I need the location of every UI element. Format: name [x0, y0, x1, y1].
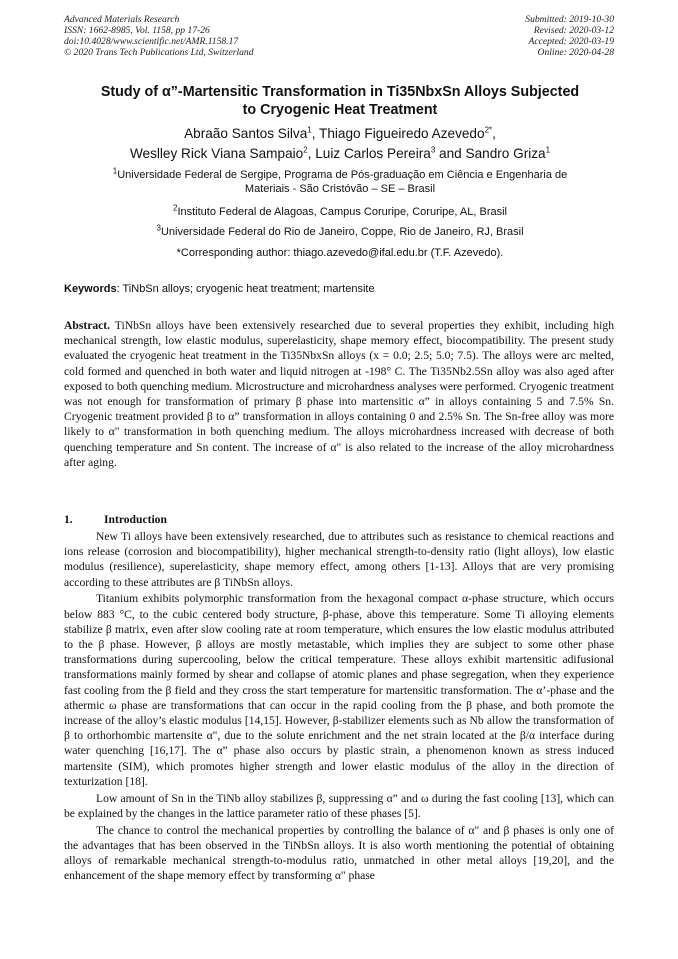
author-affiliation-mark: 3	[430, 144, 436, 154]
revised-date: Revised: 2020-03-12	[533, 25, 614, 36]
keywords-text: : TiNbSn alloys; cryogenic heat treatment; martensite	[116, 283, 375, 295]
affiliation-2	[60, 205, 620, 219]
doi: doi:10.4028/www.scientific.net/AMR.1158.17	[64, 36, 239, 47]
body-text	[64, 529, 614, 885]
section-heading	[64, 512, 167, 527]
affiliation-number: 3	[156, 223, 161, 233]
online-date: Online: 2020-04-28	[537, 47, 614, 58]
paragraph: New Ti alloys have been extensively researched, due to attributes such as resistance to chemical reactions and ions release (corrosion and biocompatibility), higher mechanical strength-to-density ratio (light alloys), low elastic modulus (resilience), superelasticity, shape memory effect, among others [1-13]. Alloys that are very promising according to these attributes are β TiNbSn alloys.	[64, 530, 614, 589]
author-separator: ,	[492, 126, 496, 141]
author-affiliation-mark: 1	[307, 125, 312, 135]
author-name: Sandro Griza	[465, 145, 546, 161]
affiliation-text: Universidade Federal de Sergipe, Programa de Pós-graduação em Ciência e Engenharia de	[117, 169, 568, 181]
title-line-1: Study of α”-Martensitic Transformation in Ti35NbxSn Alloys Subjected	[100, 84, 580, 100]
paragraph: Low amount of Sn in the TiNb alloy stabilizes β, suppressing α” and ω during the fast cooling [13], which can be explained by the changes in the lattice parameter ratio of these phases [5].	[64, 791, 614, 820]
abstract-label: Abstract.	[64, 319, 111, 332]
affiliation-text: Universidade Federal do Rio de Janeiro, Coppe, Rio de Janeiro, RJ, Brasil	[160, 226, 524, 238]
author-list	[60, 124, 620, 163]
affiliation-1	[60, 168, 620, 196]
section-number: 1.	[64, 513, 73, 526]
dates-header	[525, 14, 614, 58]
corresponding-author-text: *Corresponding author: thiago.azevedo@ifal.edu.br (T.F. Azevedo).	[176, 247, 504, 259]
affiliation-3	[60, 225, 620, 239]
abstract-text: TiNbSn alloys have been extensively researched due to several properties they exhibit, including high mechanical strength, low elastic modulus, superelasticity, shape memory effect, biocompatibility. The present study evaluated the cryogenic heat treatment in the Ti35NbxSn alloys (x = 0.0; 2.5; 5.0; 7.5). The alloys were arc melted, cold formed and quenched in both water and liquid nitrogen at -198° C. The Ti35Nb2.5Sn alloy was also aged after exposed to both quenching medium. Microstructure and microhardness analyses were performed. Cryogenic treatment was not enough for transformation of primary β phase into martensitic α” in alloys containing 5 and 7.5% Sn. Cryogenic treatment provided β to α” transformation in alloys containing 0 and 2.5% Sn. The Sn-free alloy was more likely to α" transformation in both quenching medium. The alloys microhardness increased with decrease of both quenching temperature and Sn content. The increase of α" is also related to the increase of the alloy microhardness after aging.	[64, 319, 614, 469]
affiliation-text: Materiais - São Cristóvão – SE – Brasil	[244, 183, 436, 195]
author-affiliation-mark: 1	[545, 144, 551, 154]
affiliation-number: 2	[172, 203, 178, 213]
affiliation-number: 1	[112, 166, 118, 176]
journal-header	[64, 14, 254, 58]
author-separator: ,	[311, 126, 320, 141]
paragraph: Titanium exhibits polymorphic transformation from the hexagonal compact α-phase structure, which occurs below 883 °C, to the cubic centered body structure, β-phase, above this temperature. Some Ti alloying elements stabilize β matrix, even after slow cooling rate at room temperature, which ensures the low elastic modulus attributed to the β phase. However, β alloys are mostly metastable, which implies they are subject to some other phase transformations during supercooling, below the critical temperature. These alloys exhibit martensitic adifusional transformations mainly formed by shear and collapse of atomic planes and phase segregation, when they experience fast cooling from the β field and they cross the start temperature for martensitic transformation. The α’-phase and the athermic ω phase are transformations that can occur in the rapid cooling from the β phase, and both promote the increase of the alloy’s elastic modulus [14,15]. However, β-stabilizer elements such as Nb allow the transformation of β to orthorhombic martensite α", due to the solute enrichment and the net strain located at the β/α interface during water quenching [16,17]. The α” phase also occurs by plastic strain, a phenomenon known as stress induced martensite (SIM), which promotes higher strength and lower elastic modulus of the alloy in the direction of texturization [18].	[64, 592, 614, 788]
author-name: Luiz Carlos Pereira	[315, 145, 431, 161]
paragraph: The chance to control the mechanical properties by controlling the balance of α" and β phases is only one of the advantages that has been observed in the TiNbSn alloys. It is also worth mentioning the potential of obtaining alloys of remarkable mechanical strength-to-modulus ratio, unmatched in other metal alloys [19,20], and the enhancement of the shape memory effect by transforming α" phase	[64, 823, 614, 883]
abstract	[64, 318, 614, 470]
title-line-2: to Cryogenic Heat Treatment	[242, 102, 438, 118]
issn: ISSN: 1662-8985, Vol. 1158, pp 17-26	[64, 25, 210, 36]
submitted-date: Submitted: 2019-10-30	[525, 14, 614, 25]
keywords-label: Keywords	[64, 283, 117, 295]
accepted-date: Accepted: 2020-03-19	[528, 36, 614, 47]
author-name: Thiago Figueiredo Azevedo	[319, 126, 485, 141]
author-affiliation-mark: 2	[303, 144, 308, 154]
affiliation-text: Instituto Federal de Alagoas, Campus Coruripe, Coruripe, AL, Brasil	[177, 206, 507, 218]
author-separator: and	[435, 145, 466, 161]
author-affiliation-mark: 2*	[484, 125, 493, 135]
paper-title	[60, 83, 620, 119]
keywords	[64, 282, 614, 296]
section-title: Introduction	[104, 513, 167, 526]
corresponding-author	[60, 246, 620, 260]
author-separator: ,	[307, 145, 316, 161]
author-name: Abraão Santos Silva	[184, 126, 308, 141]
copyright: © 2020 Trans Tech Publications Ltd, Switzerland	[64, 47, 254, 58]
journal-name: Advanced Materials Research	[64, 14, 180, 25]
author-name: Weslley Rick Viana Sampaio	[129, 145, 304, 161]
